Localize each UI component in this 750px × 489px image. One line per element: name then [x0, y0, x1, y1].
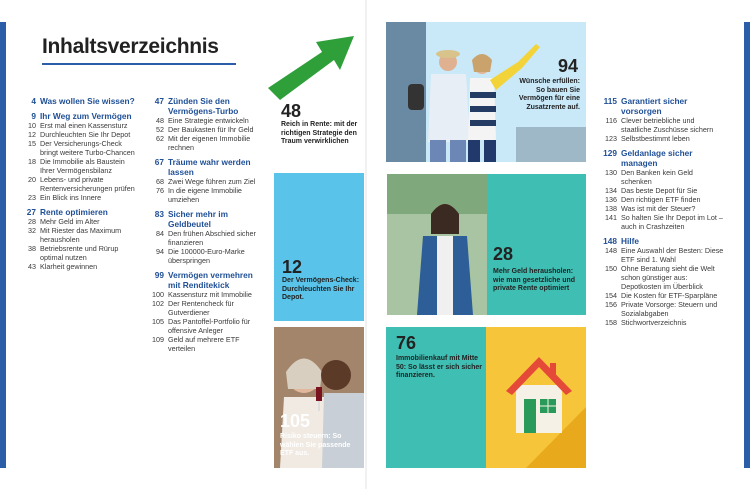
entry-text: Die Kosten für ETF-Sparpläne [621, 291, 718, 300]
teaser-tile-48[interactable] [275, 95, 365, 165]
left-page-edge [0, 22, 6, 468]
toc-entry[interactable] [22, 130, 138, 139]
entry-page: 20 [28, 175, 36, 184]
entry-text: Lebens- und private Rentenversicherungen prüfen [40, 175, 135, 193]
entry-page: 156 [605, 300, 617, 309]
teaser-tile-28[interactable] [387, 174, 586, 315]
teaser-caption: Der Vermögens-Check: Durchleuchten Sie Ihr Depot. [282, 277, 360, 302]
entry-text: Ein Blick ins Innere [40, 193, 102, 202]
toc-entry[interactable] [143, 229, 267, 247]
house-icon [486, 327, 586, 468]
teaser-caption: Mehr Geld herausholen: wie man gesetzliche und private Rente optimiert [493, 268, 576, 293]
entry-page: 68 [156, 177, 164, 186]
toc-entry[interactable] [595, 168, 725, 186]
toc-entry[interactable] [595, 213, 725, 231]
toc-entry[interactable] [22, 139, 138, 157]
toc-section [595, 96, 725, 143]
toc-chapter-27[interactable] [22, 207, 138, 217]
toc-column-3 [595, 96, 725, 332]
entry-page: 123 [605, 134, 617, 143]
chapter-page: 115 [603, 96, 617, 106]
toc-entry[interactable] [595, 291, 725, 300]
toc-entry[interactable] [22, 157, 138, 175]
toc-chapter-67[interactable] [143, 157, 267, 177]
toc-section [143, 157, 267, 204]
entry-text: Der Rentencheck für Gutverdiener [168, 299, 234, 317]
toc-chapter-4[interactable] [22, 96, 138, 106]
entry-text: In die eigene Immobilie umziehen [168, 186, 242, 204]
teaser-tile-94[interactable] [386, 22, 586, 162]
toc-entry[interactable] [595, 116, 725, 134]
toc-section [595, 236, 725, 327]
entry-page: 109 [152, 335, 164, 344]
entry-text: Selbstbestimmt leben [621, 134, 690, 143]
chapter-title: Garantiert sicher vorsorgen [621, 96, 688, 116]
entry-page: 102 [152, 299, 164, 308]
chapter-title: Sicher mehr im Geldbeutel [168, 209, 228, 229]
entry-text: Den frühen Abschied sicher finanzieren [168, 229, 256, 247]
teaser-tile-12[interactable] [274, 173, 364, 321]
teaser-panel [386, 327, 486, 468]
entry-page: 100 [152, 290, 164, 299]
toc-chapter-83[interactable] [143, 209, 267, 229]
entry-text: Zwei Wege führen zum Ziel [168, 177, 256, 186]
entry-text: Das Pantoffel-Portfolio für offensive Anleger [168, 317, 251, 335]
entry-text: Den Banken kein Geld schenken [621, 168, 693, 186]
entry-text: Mit Riester das Maximum herausholen [40, 226, 122, 244]
entry-text: Eine Strategie entwickeln [168, 116, 249, 125]
toc-entry[interactable] [22, 175, 138, 193]
chapter-title: Zünden Sie den Vermögens-Turbo [168, 96, 239, 116]
entry-page: 12 [28, 130, 36, 139]
entry-text: Die 100000-Euro-Marke überspringen [168, 247, 245, 265]
chapter-page: 83 [154, 209, 164, 219]
page-title: Inhaltsverzeichnis [42, 35, 219, 58]
entry-page: 154 [605, 291, 617, 300]
teaser-page-number: 12 [282, 257, 303, 277]
entry-page: 28 [28, 217, 36, 226]
chapter-title: Ihr Weg zum Vermögen [40, 111, 132, 121]
toc-entry[interactable] [595, 264, 725, 291]
toc-section [143, 270, 267, 353]
entry-page: 10 [28, 121, 36, 130]
chapter-page: 47 [154, 96, 164, 106]
entry-text: Private Vorsorge: Steuern und Sozialabgaben [621, 300, 718, 318]
entry-text: Erst mal einen Kassensturz [40, 121, 128, 130]
entry-page: 23 [28, 193, 36, 202]
entry-page: 76 [156, 186, 164, 195]
toc-entry[interactable] [22, 121, 138, 130]
entry-page: 150 [605, 264, 617, 273]
teaser-caption: Immobilienkauf mit Mitte 50: So lässt er sich sicher finanzieren. [396, 355, 482, 380]
teaser-page-number: 48 [281, 101, 302, 121]
chapter-page: 27 [26, 207, 36, 217]
teaser-page-number: 76 [396, 333, 417, 353]
toc-entry[interactable] [22, 262, 138, 271]
entry-text: Stichwortverzeichnis [621, 318, 687, 327]
teaser-caption: Reich in Rente: mit der richtigen Strategie den Traum verwirklichen [281, 121, 358, 146]
toc-entry[interactable] [22, 217, 138, 226]
entry-page: 18 [28, 157, 36, 166]
toc-entry[interactable] [22, 193, 138, 202]
entry-text: Kassensturz mit Immobilie [168, 290, 252, 299]
entry-page: 48 [156, 116, 164, 125]
toc-entry[interactable] [22, 226, 138, 244]
entry-page: 141 [605, 213, 617, 222]
toc-section [22, 207, 138, 271]
chapter-page: 148 [603, 236, 617, 246]
chapter-page: 4 [31, 96, 36, 106]
entry-text: Geld auf mehrere ETF verteilen [168, 335, 240, 353]
toc-entry[interactable] [143, 335, 267, 353]
entry-text: Eine Auswahl der Besten: Diese ETF sind 1. Wahl [621, 246, 724, 264]
entry-text: Was ist mit der Steuer? [621, 204, 696, 213]
entry-page: 130 [605, 168, 617, 177]
toc-column-1 [22, 96, 138, 276]
toc-chapter-129[interactable] [595, 148, 725, 168]
toc-chapter-47[interactable] [143, 96, 267, 116]
entry-text: Der Versicherungs-Check bringt weitere Turbo-Chancen [40, 139, 135, 157]
page-gutter [365, 0, 367, 489]
entry-text: Clever betriebliche und staatliche Zuschüsse sichern [621, 116, 714, 134]
entry-page: 138 [605, 204, 617, 213]
title-underline [42, 63, 236, 65]
entry-page: 62 [156, 134, 164, 143]
chapter-title: Vermögen vermehren mit Renditekick [168, 270, 253, 290]
right-page-edge [744, 22, 750, 468]
toc-entry[interactable] [595, 195, 725, 204]
teaser-page-number: 94 [557, 56, 578, 76]
toc-entry[interactable] [143, 116, 267, 125]
entry-text: Ohne Beratung sieht die Welt schon günstiger aus: Depotkosten im Überblick [621, 264, 715, 291]
entry-text: Der Baukasten für Ihr Geld [168, 125, 254, 134]
toc-chapter-9[interactable] [22, 111, 138, 121]
entry-text: So halten Sie Ihr Depot im Lot – auch in Crashzeiten [621, 213, 723, 231]
toc-entry[interactable] [143, 125, 267, 134]
entry-text: Den richtigen ETF finden [621, 195, 701, 204]
teaser-page-number: 28 [493, 244, 514, 264]
teaser-panel [487, 174, 586, 315]
toc-entry[interactable] [595, 246, 725, 264]
toc-entry[interactable] [143, 299, 267, 317]
entry-text: Betriebsrente und Rürup optimal nutzen [40, 244, 119, 262]
toc-section [22, 111, 138, 202]
entry-page: 94 [156, 247, 164, 256]
toc-entry[interactable] [143, 177, 267, 186]
toc-entry[interactable] [143, 290, 267, 299]
entry-text: Das beste Depot für Sie [621, 186, 698, 195]
teaser-tile-76[interactable] [386, 327, 586, 468]
entry-page: 148 [605, 246, 617, 255]
chapter-title: Träume wahr werden lassen [168, 157, 251, 177]
toc-entry[interactable] [143, 317, 267, 335]
teaser-caption: Wünsche erfüllen: So bauen Sie Vermögen für eine Zusatzrente auf. [518, 78, 580, 111]
chapter-title: Was wollen Sie wissen? [40, 96, 135, 106]
entry-text: Klarheit gewinnen [40, 262, 98, 271]
toc-entry[interactable] [22, 244, 138, 262]
toc-column-2 [143, 96, 267, 358]
toc-section [22, 96, 138, 106]
entry-page: 158 [605, 318, 617, 327]
entry-text: Die Immobilie als Baustein Ihrer Vermögensbilanz [40, 157, 125, 175]
toc-chapter-115[interactable] [595, 96, 725, 116]
entry-page: 15 [28, 139, 36, 148]
toc-entry[interactable] [595, 318, 725, 327]
chapter-page: 67 [154, 157, 164, 167]
entry-page: 134 [605, 186, 617, 195]
entry-page: 43 [28, 262, 36, 271]
entry-page: 32 [28, 226, 36, 235]
entry-page: 52 [156, 125, 164, 134]
chapter-page: 99 [154, 270, 164, 280]
toc-entry[interactable] [595, 204, 725, 213]
toc-chapter-99[interactable] [143, 270, 267, 290]
toc-entry[interactable] [595, 186, 725, 195]
toc-entry[interactable] [595, 300, 725, 318]
chapter-title: Hilfe [621, 236, 639, 246]
chapter-title: Rente optimieren [40, 207, 108, 217]
chapter-title: Geldanlage sicher managen [621, 148, 693, 168]
toc-entry[interactable] [143, 134, 267, 152]
toc-entry[interactable] [595, 134, 725, 143]
entry-page: 38 [28, 244, 36, 253]
woman-photo [387, 174, 487, 315]
teaser-caption: Risiko steuern: So wählen Sie passende ETF aus. [280, 433, 351, 458]
entry-text: Mehr Geld im Alter [40, 217, 100, 226]
toc-section [595, 148, 725, 231]
entry-page: 84 [156, 229, 164, 238]
entry-text: Mit der eigenen Immobilie rechnen [168, 134, 251, 152]
toc-section [143, 209, 267, 265]
teaser-tile-105[interactable] [274, 327, 364, 468]
growth-arrow-icon [266, 30, 356, 102]
teaser-page-number: 105 [280, 411, 311, 431]
entry-page: 116 [605, 116, 617, 125]
toc-entry[interactable] [143, 247, 267, 265]
toc-chapter-148[interactable] [595, 236, 725, 246]
toc-entry[interactable] [143, 186, 267, 204]
entry-page: 136 [605, 195, 617, 204]
teaser-illustration-panel [486, 327, 586, 468]
entry-text: Durchleuchten Sie Ihr Depot [40, 130, 131, 139]
toc-section [143, 96, 267, 152]
entry-page: 105 [152, 317, 164, 326]
chapter-page: 129 [603, 148, 617, 158]
chapter-page: 9 [31, 111, 36, 121]
